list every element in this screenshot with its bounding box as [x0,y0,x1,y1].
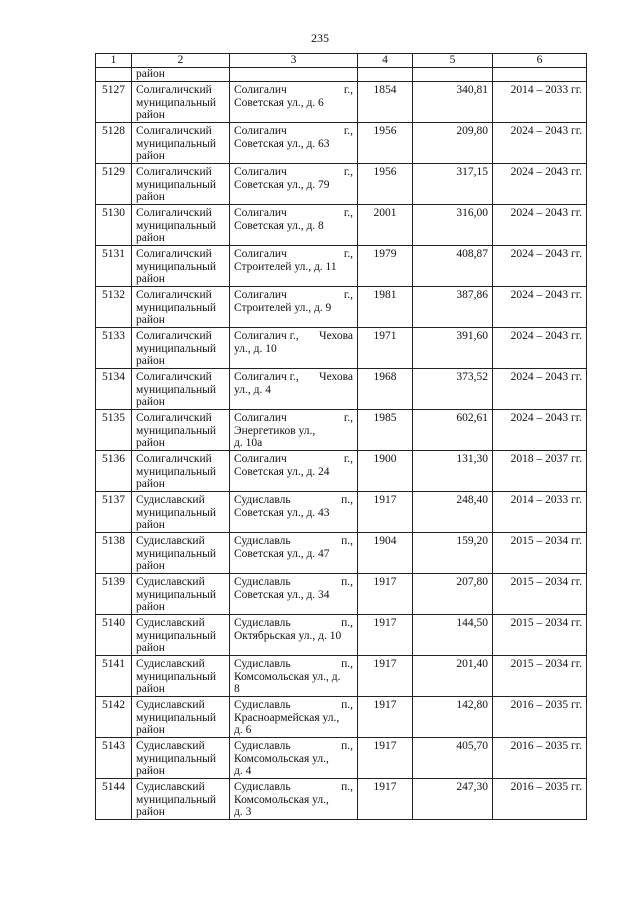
year-cell: 1904 [358,533,413,574]
district-line: муниципальный [136,752,217,765]
empty-cell [493,68,587,82]
district-line: муниципальный [136,547,217,560]
district-line: муниципальный [136,711,217,724]
year-cell: 1971 [358,328,413,369]
area-cell: 159,20 [413,533,493,574]
address-line: Советская ул., д. 8 [234,219,324,232]
district-line: район [136,601,165,614]
row-number: 5133 [96,328,132,369]
address-line [234,535,353,548]
period-cell: 2024 – 2043 гг. [493,164,587,205]
address-part: г., [343,248,353,260]
address-line [234,166,353,179]
housing-table [95,53,587,820]
address-part: Солигалич [234,125,287,137]
year-cell: 1917 [358,738,413,779]
district-cell [132,533,230,574]
address-line: д. 3 [234,806,252,819]
address-line: Советская ул., д. 34 [234,588,330,601]
address-line [234,740,353,753]
district-cell [132,246,230,287]
area-cell: 387,86 [413,287,493,328]
year-cell: 1985 [358,410,413,451]
address-line: Красноармейская ул., [234,711,340,724]
address-line: д. 6 [234,724,252,737]
address-line: ул., д. 10 [234,342,277,355]
table-row [96,246,587,287]
address-line: Советская ул., д. 24 [234,465,330,478]
district-line: Солигаличский [136,125,212,137]
address-part: Судиславль [234,494,291,506]
area-cell: 247,30 [413,779,493,820]
district-line: район [136,683,165,696]
district-line: Судиславский [136,576,205,588]
area-cell: 207,80 [413,574,493,615]
address-line [234,658,353,671]
address-line [234,412,353,425]
address-line: Советская ул., д. 63 [234,137,330,150]
address-part: Солигалич [234,453,287,465]
district-cell: район [132,68,230,82]
area-cell: 408,87 [413,246,493,287]
district-line: муниципальный [136,588,217,601]
area-cell: 317,15 [413,164,493,205]
district-cell [132,328,230,369]
year-cell: 1854 [358,82,413,123]
address-part: п., [341,494,353,506]
address-part: Судиславль [234,740,291,752]
address-part: Чехова [319,330,353,342]
period-cell: 2016 – 2035 гг. [493,738,587,779]
address-cell [230,328,358,369]
district-line: район [136,150,165,163]
column-header: 1 [96,54,132,68]
district-line: район [136,273,165,286]
table-row [96,656,587,697]
district-line: Судиславский [136,740,205,752]
district-cell [132,656,230,697]
empty-cell [413,68,493,82]
district-line: муниципальный [136,342,217,355]
address-line [234,371,353,384]
row-number: 5140 [96,615,132,656]
district-line: муниципальный [136,793,217,806]
year-cell: 1900 [358,451,413,492]
table-row [96,574,587,615]
address-line: Комсомольская ул., [234,793,329,806]
district-line: район [136,642,165,655]
district-line: Судиславский [136,699,205,711]
column-header: 3 [230,54,358,68]
address-part: Судиславль [234,658,291,670]
district-line: муниципальный [136,96,217,109]
address-cell [230,697,358,738]
district-cell [132,410,230,451]
district-line: муниципальный [136,465,217,478]
district-cell [132,369,230,410]
address-line: Советская ул., д. 6 [234,96,324,109]
district-line: Судиславский [136,617,205,629]
page-number: 235 [311,31,329,45]
address-part: п., [341,576,353,588]
address-cell [230,738,358,779]
address-line: 8 [234,683,240,696]
row-number: 5139 [96,574,132,615]
district-line: муниципальный [136,137,217,150]
table-row [96,123,587,164]
empty-cell [358,68,413,82]
continuation-row [96,68,587,82]
address-cell [230,246,358,287]
district-line: муниципальный [136,629,217,642]
area-cell: 373,52 [413,369,493,410]
row-number: 5144 [96,779,132,820]
address-part: п., [341,699,353,711]
district-line: муниципальный [136,178,217,191]
address-part: Судиславль [234,617,291,629]
row-number: 5128 [96,123,132,164]
district-line: муниципальный [136,506,217,519]
district-line: район [136,560,165,573]
district-line: Судиславский [136,494,205,506]
district-line: район [136,314,165,327]
district-cell [132,164,230,205]
table-row [96,738,587,779]
row-number: 5143 [96,738,132,779]
area-cell: 201,40 [413,656,493,697]
district-line: Солигаличский [136,207,212,219]
table-body [96,68,587,820]
address-line [234,617,353,630]
district-cell [132,451,230,492]
area-cell: 248,40 [413,492,493,533]
address-part: п., [341,535,353,547]
row-number: 5129 [96,164,132,205]
district-line: муниципальный [136,301,217,314]
district-line: муниципальный [136,219,217,232]
district-line: район [136,109,165,122]
district-cell [132,492,230,533]
address-line [234,207,353,220]
district-cell [132,738,230,779]
address-line [234,494,353,507]
area-cell: 209,80 [413,123,493,164]
table-row [96,451,587,492]
table-row [96,779,587,820]
period-cell: 2015 – 2034 гг. [493,533,587,574]
column-header: 4 [358,54,413,68]
address-part: п., [341,781,353,793]
empty-cell [96,68,132,82]
district-line: Солигаличский [136,371,212,383]
table-row [96,697,587,738]
address-part: Солигалич г., [234,371,299,383]
district-line: район [136,437,165,450]
address-part: Судиславль [234,576,291,588]
period-cell: 2015 – 2034 гг. [493,574,587,615]
address-line: Советская ул., д. 43 [234,506,330,519]
year-cell: 1979 [358,246,413,287]
district-line: район [136,232,165,245]
year-cell: 1981 [358,287,413,328]
address-line: ул., д. 4 [234,383,271,396]
address-line [234,289,353,302]
district-cell [132,697,230,738]
table-row [96,164,587,205]
address-line: Комсомольская ул., [234,752,329,765]
row-number: 5134 [96,369,132,410]
year-cell: 1917 [358,615,413,656]
district-cell [132,779,230,820]
address-cell [230,205,358,246]
area-cell: 602,61 [413,410,493,451]
district-line: Судиславский [136,781,205,793]
address-line [234,125,353,138]
address-line [234,781,353,794]
address-part: Солигалич [234,412,287,424]
address-part: Солигалич [234,84,287,96]
address-part: Судиславль [234,781,291,793]
district-line: Солигаличский [136,166,212,178]
address-part: г., [343,166,353,178]
table-row [96,369,587,410]
district-line: Солигаличский [136,330,212,342]
column-header: 6 [493,54,587,68]
row-number: 5130 [96,205,132,246]
address-line: Строителей ул., д. 9 [234,301,332,314]
address-part: г., [343,412,353,424]
district-cell [132,615,230,656]
address-cell [230,779,358,820]
district-line: Судиславский [136,535,205,547]
year-cell: 1956 [358,164,413,205]
district-line: район [136,724,165,737]
address-part: Солигалич [234,166,287,178]
address-line: Советская ул., д. 47 [234,547,330,560]
district-cell [132,574,230,615]
district-line: муниципальный [136,383,217,396]
row-number: 5132 [96,287,132,328]
period-cell: 2024 – 2043 гг. [493,328,587,369]
address-part: г., [343,453,353,465]
table-row [96,615,587,656]
row-number: 5127 [96,82,132,123]
column-header: 5 [413,54,493,68]
header-row [96,54,587,68]
period-cell: 2024 – 2043 гг. [493,369,587,410]
district-line: Судиславский [136,658,205,670]
district-line: муниципальный [136,424,217,437]
district-cell [132,82,230,123]
area-cell: 340,81 [413,82,493,123]
year-cell: 1968 [358,369,413,410]
area-cell: 391,60 [413,328,493,369]
address-line [234,699,353,712]
address-line [234,84,353,97]
district-line: муниципальный [136,260,217,273]
year-cell: 1956 [358,123,413,164]
address-part: п., [341,617,353,629]
period-cell: 2024 – 2043 гг. [493,410,587,451]
row-number: 5136 [96,451,132,492]
period-cell: 2024 – 2043 гг. [493,123,587,164]
period-cell: 2015 – 2034 гг. [493,656,587,697]
district-line: район [136,519,165,532]
row-number: 5142 [96,697,132,738]
address-line: Комсомольская ул., д. [234,670,341,683]
table-row [96,287,587,328]
address-line [234,576,353,589]
area-cell: 131,30 [413,451,493,492]
address-part: г., [343,207,353,219]
address-cell [230,123,358,164]
district-line: Солигаличский [136,453,212,465]
address-part: Солигалич [234,207,287,219]
year-cell: 1917 [358,574,413,615]
row-number: 5138 [96,533,132,574]
address-line: д. 4 [234,765,252,778]
district-line: Солигаличский [136,84,212,96]
address-part: г., [343,289,353,301]
district-line: район [136,396,165,409]
district-line: район [136,478,165,491]
district-cell [132,123,230,164]
year-cell: 1917 [358,492,413,533]
address-part: г., [343,84,353,96]
address-line: Октябрьская ул., д. 10 [234,629,342,642]
table-row [96,82,587,123]
district-cell [132,287,230,328]
table-row [96,328,587,369]
year-cell: 1917 [358,656,413,697]
table-row [96,205,587,246]
area-cell: 316,00 [413,205,493,246]
address-cell [230,164,358,205]
period-cell: 2014 – 2033 гг. [493,492,587,533]
address-cell [230,287,358,328]
address-cell [230,574,358,615]
district-line: Солигаличский [136,248,212,260]
address-line [234,330,353,343]
district-line: Солигаличский [136,412,212,424]
district-line: район [136,191,165,204]
address-part: п., [341,740,353,752]
column-header: 2 [132,54,230,68]
table-row [96,410,587,451]
address-line: Строителей ул., д. 11 [234,260,337,273]
district-line: район [136,355,165,368]
empty-cell [230,68,358,82]
table-row [96,492,587,533]
address-part: Солигалич [234,248,287,260]
period-cell: 2024 – 2043 гг. [493,246,587,287]
address-cell [230,369,358,410]
row-number: 5137 [96,492,132,533]
period-cell: 2024 – 2043 гг. [493,205,587,246]
area-cell: 405,70 [413,738,493,779]
row-number: 5131 [96,246,132,287]
address-line [234,453,353,466]
district-cell [132,205,230,246]
year-cell: 2001 [358,205,413,246]
address-part: п., [341,658,353,670]
address-part: Солигалич [234,289,287,301]
address-line: д. 10а [234,437,263,450]
address-cell [230,533,358,574]
address-cell [230,615,358,656]
address-cell [230,82,358,123]
area-cell: 142,80 [413,697,493,738]
period-cell: 2018 – 2037 гг. [493,451,587,492]
address-line: Советская ул., д. 79 [234,178,330,191]
district-line: район [136,765,165,778]
table-row [96,533,587,574]
area-cell: 144,50 [413,615,493,656]
address-cell [230,451,358,492]
period-cell: 2014 – 2033 гг. [493,82,587,123]
period-cell: 2016 – 2035 гг. [493,697,587,738]
district-line: район [136,806,165,819]
period-cell: 2024 – 2043 гг. [493,287,587,328]
address-part: Чехова [319,371,353,383]
row-number: 5141 [96,656,132,697]
address-line [234,248,353,261]
year-cell: 1917 [358,697,413,738]
district-line: Солигаличский [136,289,212,301]
address-part: Судиславль [234,699,291,711]
address-cell [230,492,358,533]
address-cell [230,656,358,697]
address-part: г., [343,125,353,137]
address-line: Энергетиков ул., [234,424,316,437]
district-line: муниципальный [136,670,217,683]
period-cell: 2015 – 2034 гг. [493,615,587,656]
address-part: Судиславль [234,535,291,547]
year-cell: 1917 [358,779,413,820]
row-number: 5135 [96,410,132,451]
period-cell: 2016 – 2035 гг. [493,779,587,820]
address-part: Солигалич г., [234,330,299,342]
address-cell [230,410,358,451]
